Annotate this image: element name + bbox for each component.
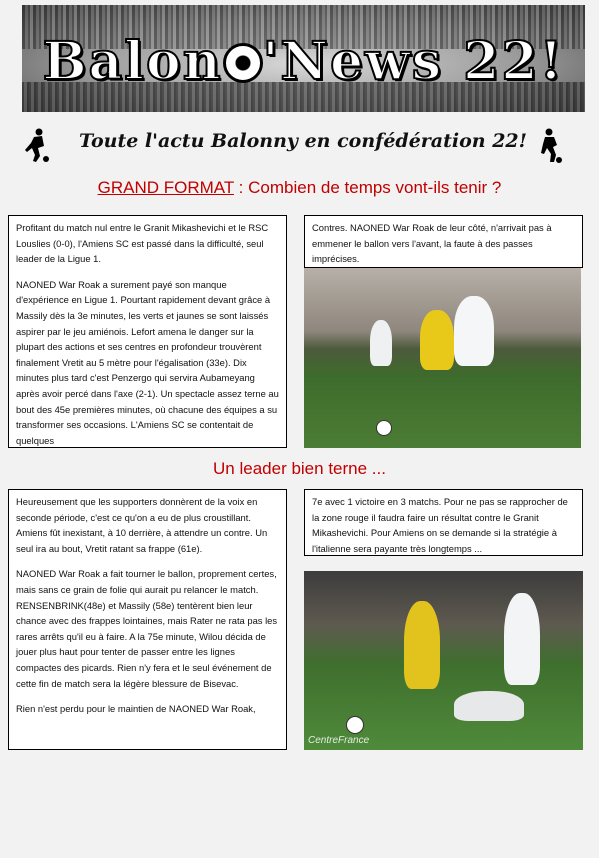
masthead-title-right: 'News 22! — [262, 31, 565, 92]
article2-column-right — [304, 489, 583, 556]
article1-paragraph: Profitant du match nul entre le Granit Mikashevichi et le RSC Louslies (0-0), l'Amiens SC est passé dans la difficulté, seul leader de la Ligue 1. — [16, 222, 269, 265]
article2-paragraph: NAONED War Roak a fait tourner le ballon, proprement certes, mais sans ce grain de folie qui aurait pu relancer le match. RENSENBRINK(48e) et Massily (58e) tentèrent bien leur chance avec des frappes lointaines, mais Rater ne rata pas les rares arrêts qu'il eu à faire. A la 75e minute, Wilou décida de jouer plus haut pour tenter de passer entre les lignes compactes des picards. Rien n'y fera et le seul événement de cette fin de match sera la légère blessure de Bisevac. — [16, 568, 278, 689]
player-silhouette-icon — [538, 128, 564, 164]
headline-text: : Combien de temps vont-ils tenir ? — [233, 178, 502, 197]
article1-column-right — [304, 215, 583, 268]
masthead-title — [22, 31, 585, 92]
article2-paragraph: Heureusement que les supporters donnèrent de la voix en seconde période, c'est ce qu'on a eu de plus croustillant. Amiens fût inexistant, à 10 derrière, à attendre un contre. Un seul ira au bout, Vretit ratant sa frappe (61e). — [16, 496, 268, 554]
tagline-bar — [22, 128, 582, 162]
article1-paragraph: Contres. NAONED War Roak de leur côté, n'arrivait pas à emmener le ballon vers l'avant, la faute à des passes imprécises. — [312, 222, 552, 265]
player-white-figure — [370, 320, 392, 366]
article-headline — [0, 178, 599, 198]
article2-paragraph: Rien n'est perdu pour le maintien de NAONED War Roak, — [16, 703, 256, 715]
player-white-figure — [504, 593, 540, 685]
article1-paragraph: NAONED War Roak a surement payé son manque d'expérience en Ligue 1. Pourtant rapidement devant grâce à Massily dès la 3e minutes, les verts et jaunes se sont laissés aspirer par le jeu amiénois. Lefort amena le danger sur la plupart des actions et ses centres en profondeur trouvèrent finalement Vretit au 5 mètre pour l'égalisation (33e). Dix minutes plus tard c'est Penzergo qui servira Aubameyang après avoir percé dans l'axe (2-1). Un spectacle assez terne au bout des 45e premières minutes, où chacune des équipes a su transformer ses occasions. L'Amiens SC se contentait de quelques — [16, 278, 279, 446]
football-icon — [223, 43, 263, 83]
player-silhouette-icon — [24, 128, 50, 164]
match-photo-2 — [304, 571, 583, 750]
article2-column-left — [8, 489, 287, 750]
tagline-text: Toute l'actu Balonny en confédération 22! — [79, 130, 527, 152]
match-photo-1 — [304, 268, 581, 448]
photo-credit-watermark: CentreFrance — [308, 735, 370, 746]
article2-paragraph: 7e avec 1 victoire en 3 matchs. Pour ne pas se rapprocher de la zone rouge il faudra faire un résultat contre le Granit Mikashevichi. Pour Amiens on se demande si la stratégie à l'italienne sera payante très longtemps ... — [312, 496, 568, 554]
article-subheadline: Un leader bien terne ... — [213, 459, 386, 478]
player-white-figure — [454, 296, 494, 366]
player-white-figure — [454, 691, 524, 721]
football — [346, 716, 364, 734]
player-yellow-figure — [404, 601, 440, 689]
player-yellow-figure — [420, 310, 454, 370]
football — [376, 420, 392, 436]
article1-column-left — [8, 215, 287, 448]
masthead-banner — [22, 5, 585, 112]
masthead-title-left: Balon — [42, 31, 223, 92]
headline-kicker: GRAND FORMAT — [97, 178, 234, 197]
